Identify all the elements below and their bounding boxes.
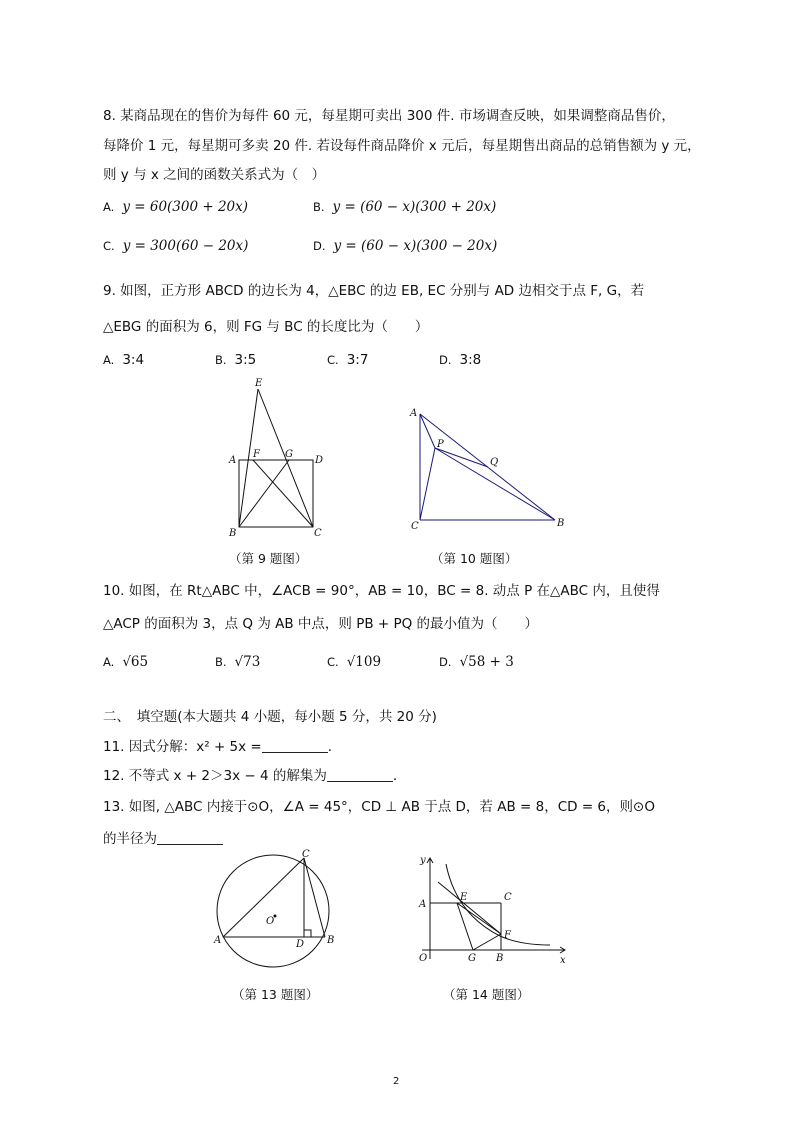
label-o: O bbox=[419, 953, 428, 964]
page-number: 2 bbox=[393, 1076, 400, 1087]
label-b: B bbox=[496, 953, 504, 964]
option-text: y = (60 − x)(300 − 20x) bbox=[333, 238, 498, 254]
q9-option-d bbox=[439, 350, 481, 370]
q11-line bbox=[103, 737, 332, 757]
q9-line-2: △EBG 的面积为 6，则 FG 与 BC 的长度比为（ ） bbox=[103, 319, 429, 335]
figure-14-diagram bbox=[410, 852, 572, 968]
label-a: A bbox=[410, 408, 418, 419]
figure-13-caption: （第 13 题图） bbox=[232, 987, 319, 1002]
q10-option-a bbox=[103, 652, 148, 672]
option-text: 3:7 bbox=[346, 352, 369, 368]
figure-9-diagram bbox=[222, 372, 340, 540]
diagonal-line bbox=[438, 882, 501, 934]
label-c: C bbox=[504, 892, 512, 903]
label-a: A bbox=[214, 935, 222, 946]
q10-option-d bbox=[439, 652, 514, 672]
q13-line-1: 13. 如图, △ABC 内接于⊙O，∠A = 45°，CD ⊥ AB 于点 D，若 AB = 8，CD = 6，则⊙O bbox=[103, 799, 655, 815]
option-text: √58 + 3 bbox=[459, 654, 514, 670]
label-c: C bbox=[302, 849, 310, 860]
label-a: A bbox=[419, 899, 427, 910]
option-text: √109 bbox=[346, 654, 382, 670]
q9-option-a bbox=[103, 350, 144, 370]
label-q: Q bbox=[490, 457, 499, 468]
option-label: A. bbox=[103, 200, 115, 214]
q8-option-d bbox=[313, 236, 497, 256]
option-label: C. bbox=[103, 239, 115, 253]
q10-option-b bbox=[215, 652, 260, 672]
label-c: C bbox=[314, 528, 322, 539]
q12-line bbox=[103, 766, 397, 786]
label-d: D bbox=[296, 939, 305, 950]
label-g: G bbox=[468, 953, 476, 964]
q13-line-2 bbox=[103, 829, 223, 849]
figure-13-diagram bbox=[208, 848, 348, 976]
q8-line-2: 每降价 1 元，每星期可多卖 20 件. 若设每件商品降价 x 元后，每星期售出商品的总销售额为 y 元， bbox=[103, 138, 701, 154]
q11-text: 11. 因式分解：x² + 5x = bbox=[103, 739, 262, 755]
option-label: B. bbox=[215, 353, 227, 367]
option-text: 3:8 bbox=[459, 352, 482, 368]
segment-eg bbox=[457, 903, 473, 950]
label-d: D bbox=[315, 455, 324, 466]
option-label: B. bbox=[313, 200, 325, 214]
q8-option-c bbox=[103, 236, 248, 256]
label-e: E bbox=[255, 378, 263, 389]
q8-option-a bbox=[103, 197, 248, 217]
label-a: A bbox=[229, 455, 237, 466]
q9-option-b bbox=[215, 350, 256, 370]
q8-line-3: 则 y 与 x 之间的函数关系式为（ ） bbox=[103, 167, 326, 183]
section-2-heading: 二、 填空题(本大题共 4 小题，每小题 5 分，共 20 分) bbox=[103, 709, 437, 725]
q9-line-1: 9. 如图，正方形 ABCD 的边长为 4，△EBC 的边 EB, EC 分别与 AD 边相交于点 F, G，若 bbox=[103, 283, 645, 299]
answer-blank[interactable] bbox=[327, 767, 393, 782]
hyperbola bbox=[446, 864, 550, 945]
label-x: x bbox=[560, 955, 566, 966]
figure-10-caption: （第 10 题图） bbox=[431, 551, 518, 566]
segment-fc bbox=[253, 460, 313, 527]
segment-bc bbox=[304, 858, 325, 937]
answer-blank[interactable] bbox=[157, 830, 223, 845]
option-label: C. bbox=[327, 655, 339, 669]
option-label: D. bbox=[439, 655, 452, 669]
q11-tail: . bbox=[327, 739, 333, 755]
label-b: B bbox=[557, 518, 565, 529]
figure-10-diagram bbox=[404, 402, 574, 536]
q8-option-b bbox=[313, 197, 496, 217]
label-e: E bbox=[460, 892, 468, 903]
option-label: D. bbox=[439, 353, 452, 367]
option-text: y = 60(300 + 20x) bbox=[122, 199, 249, 215]
option-text: 3:5 bbox=[234, 352, 257, 368]
segment-ap bbox=[420, 414, 435, 448]
option-label: D. bbox=[313, 239, 326, 253]
circle-o bbox=[217, 855, 329, 967]
answer-blank[interactable] bbox=[262, 738, 328, 753]
label-y: y bbox=[420, 855, 426, 866]
label-p: P bbox=[437, 439, 444, 450]
label-c: C bbox=[411, 521, 419, 532]
q8-line-1: 8. 某商品现在的售价为每件 60 元，每星期可卖出 300 件. 市场调查反映，如果调整商品售价， bbox=[103, 108, 675, 124]
option-text: 3:4 bbox=[122, 352, 145, 368]
option-label: C. bbox=[327, 353, 339, 367]
label-g: G bbox=[285, 449, 293, 460]
q10-line-2: △ACP 的面积为 3，点 Q 为 AB 中点，则 PB + PQ 的最小值为（ ） bbox=[103, 616, 539, 632]
option-text: √65 bbox=[122, 654, 149, 670]
label-f: F bbox=[504, 930, 511, 941]
q10-option-c bbox=[327, 652, 381, 672]
label-b: B bbox=[327, 935, 335, 946]
q13-text: 的半径为 bbox=[103, 831, 157, 847]
q12-text: 12. 不等式 x + 2＞3x − 4 的解集为 bbox=[103, 768, 327, 784]
option-label: B. bbox=[215, 655, 227, 669]
option-label: A. bbox=[103, 655, 115, 669]
label-b: B bbox=[229, 528, 237, 539]
option-label: A. bbox=[103, 353, 115, 367]
segment-gf bbox=[473, 934, 501, 950]
q9-option-c bbox=[327, 350, 368, 370]
q10-line-1: 10. 如图，在 Rt△ABC 中，∠ACB = 90°，AB = 10，BC = 8. 动点 P 在△ABC 内，且使得 bbox=[103, 583, 660, 599]
figure-14-caption: （第 14 题图） bbox=[443, 987, 530, 1002]
right-angle-mark bbox=[304, 930, 311, 937]
segment-ef bbox=[457, 903, 501, 934]
option-text: √73 bbox=[234, 654, 261, 670]
label-f: F bbox=[253, 449, 260, 460]
square-abcd bbox=[239, 460, 313, 527]
label-o: O bbox=[266, 916, 275, 927]
option-text: y = 300(60 − 20x) bbox=[122, 238, 249, 254]
segment-pc bbox=[420, 448, 435, 520]
option-text: y = (60 − x)(300 + 20x) bbox=[332, 199, 497, 215]
figure-9-caption: （第 9 题图） bbox=[229, 551, 308, 566]
q12-tail: . bbox=[392, 768, 398, 784]
